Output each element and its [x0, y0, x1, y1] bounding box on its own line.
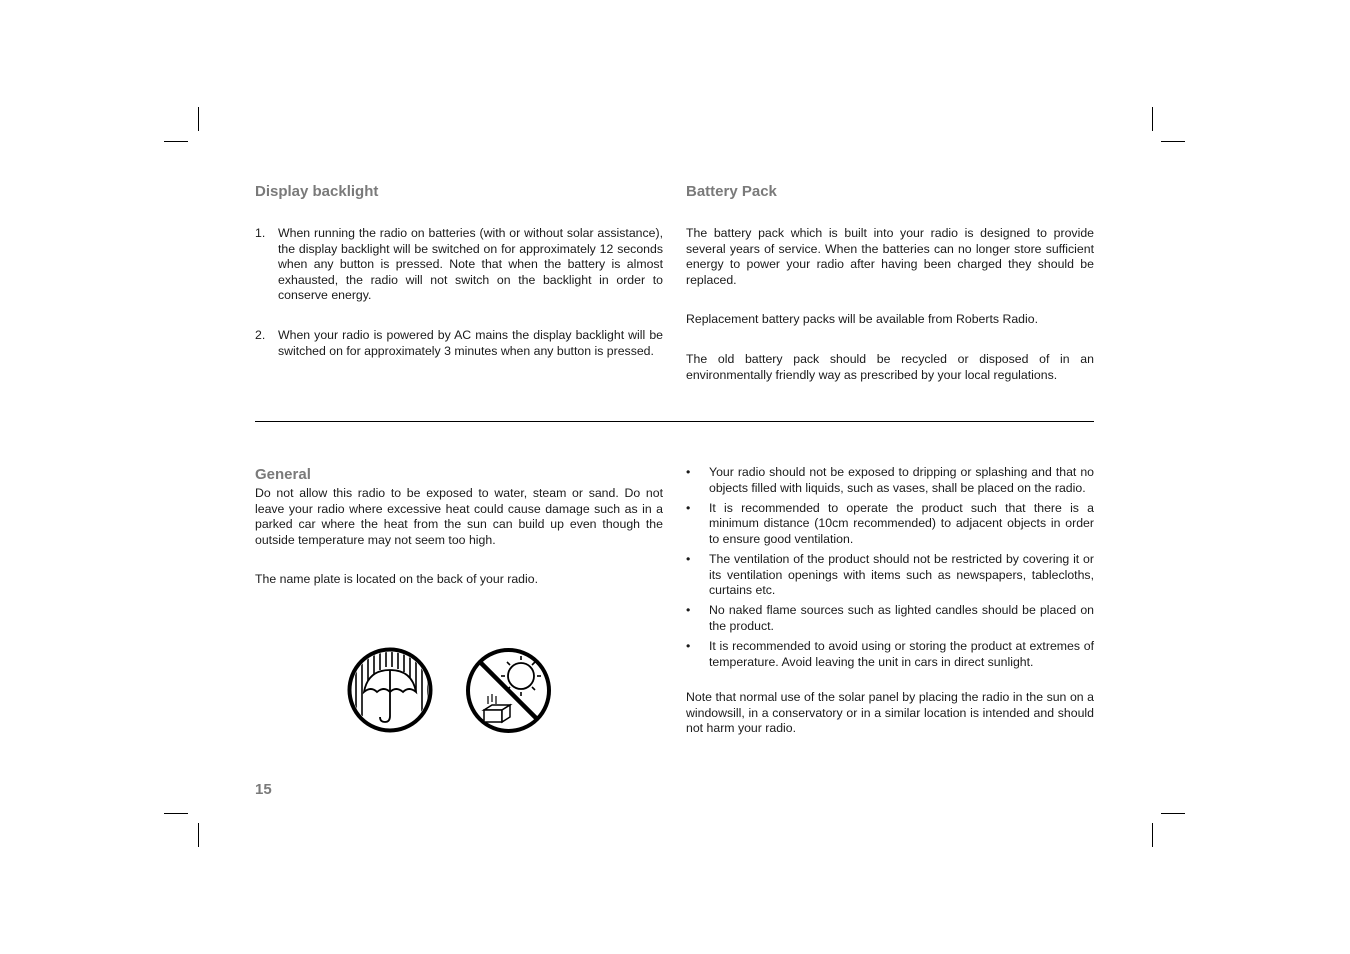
crop-mark [1161, 813, 1185, 814]
list-item [686, 501, 1094, 548]
bullet: • [686, 465, 691, 479]
item-text: The ventilation of the product should not be restricted by covering it or its ventilation openings with items such as newspapers, tablecloths, curtains etc. [709, 551, 1094, 598]
safety-list [686, 465, 1094, 670]
backlight-list [255, 226, 663, 359]
item-number: 2. [255, 327, 266, 342]
item-number: 1. [255, 226, 266, 240]
page-number: 15 [255, 781, 272, 798]
list-item [686, 639, 1094, 670]
crop-mark [198, 823, 199, 847]
paragraph: Replacement battery packs will be available from Roberts Radio. [686, 312, 1038, 327]
paragraph: The battery pack which is built into your radio is designed to provide several years of service. When the batteries can no longer store sufficient energy to power your radio after having been charged they should be replaced. [686, 226, 1094, 287]
section-title: General [255, 466, 311, 483]
crop-mark [198, 107, 199, 131]
paragraph: The name plate is located on the back of your radio. [255, 572, 538, 587]
section-divider [255, 421, 1094, 422]
general-section [255, 466, 663, 588]
crop-mark [164, 141, 188, 142]
crop-mark [1152, 107, 1153, 131]
bullet: • [686, 603, 691, 618]
battery-pack-section [686, 183, 1094, 383]
list-item [255, 328, 663, 359]
item-text: No naked flame sources such as lighted candles should be placed on the product. [709, 603, 1094, 633]
crop-mark [164, 813, 188, 814]
section-title: Display backlight [255, 183, 379, 200]
paragraph: The old battery pack should be recycled or disposed of in an environmentally friendly way as prescribed by your local regulations. [686, 351, 1094, 382]
list-item [686, 465, 1094, 496]
crop-mark [1161, 141, 1185, 142]
paragraph: Do not allow this radio to be exposed to water, steam or sand. Do not leave your radio where excessive heat could cause damage such as in a parked car where the heat from the sun can build up even though the outside temperature may not seem too high. [255, 486, 663, 547]
item-text: When your radio is powered by AC mains the display backlight will be switched on for approximately 3 minutes when any button is pressed. [278, 327, 663, 358]
list-item [686, 603, 1094, 634]
section-title: Battery Pack [686, 183, 777, 200]
item-text: Your radio should not be exposed to dripping or splashing and that no objects filled with liquids, such as vases, shall be placed on the radio. [709, 465, 1094, 495]
keep-dry-umbrella-icon [346, 646, 434, 734]
item-text: It is recommended to avoid using or storing the product at extremes of temperature. Avoid leaving the unit in cars in direct sunlight. [709, 638, 1094, 669]
crop-mark [1152, 823, 1153, 847]
bullet: • [686, 500, 691, 515]
bullet: • [686, 551, 691, 566]
bullet: • [686, 638, 691, 653]
safety-section [686, 465, 1094, 737]
item-text: When running the radio on batteries (with or without solar assistance), the display backlight will be switched on for approximately 12 seconds when any button is pressed. Note that when the battery is almost exhausted, the radio will not switch on the backlight in order to conserve energy. [278, 226, 663, 303]
display-backlight-section [255, 183, 663, 359]
item-text: It is recommended to operate the product such that there is a minimum distance (10cm recommended) to adjacent objects in order to ensure good ventilation. [709, 500, 1094, 546]
no-heat-sun-icon [464, 646, 553, 735]
list-item [686, 552, 1094, 599]
list-item [255, 226, 663, 304]
paragraph: Note that normal use of the solar panel by placing the radio in the sun on a windowsill, in a conservatory or in a similar location is intended and should not harm your radio. [686, 690, 1094, 736]
